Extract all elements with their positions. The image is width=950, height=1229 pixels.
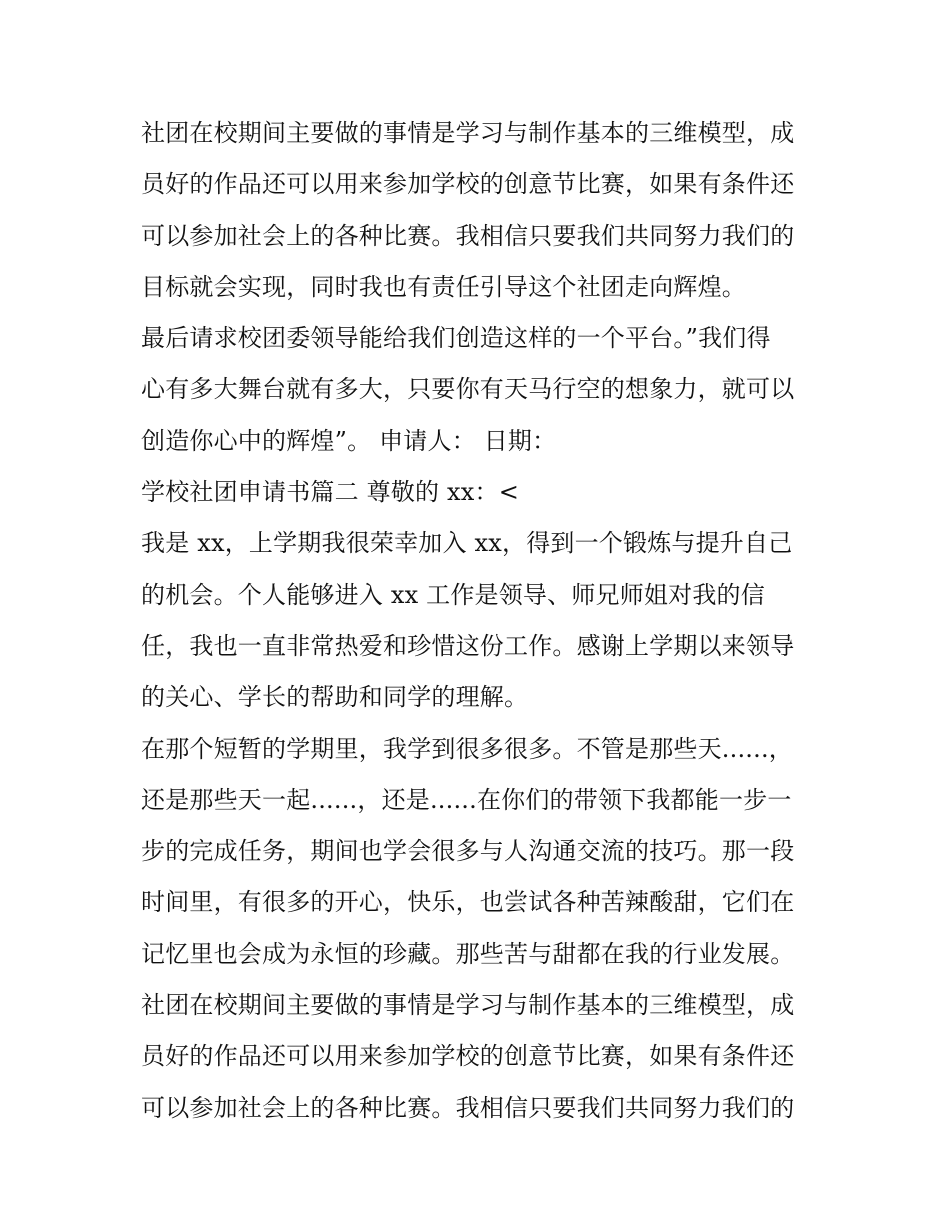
section-heading-line: 学校社团申请书篇二 尊敬的 xx：< [141, 478, 520, 507]
text-line: 最后请求校团委领导能给我们创造这样的一个平台。”我们得 [141, 324, 771, 353]
text-line: 可以参加社会上的各种比赛。我相信只要我们共同努力我们的 [141, 221, 795, 250]
text-line: 的关心、学长的帮助和同学的理解。 [141, 683, 529, 712]
text-line: 记忆里也会成为永恒的珍藏。那些苦与甜都在我的行业发展。 [141, 939, 795, 968]
text-line: 创造你心中的辉煌”。 申请人： 日期： [141, 426, 557, 455]
text-line: 可以参加社会上的各种比赛。我相信只要我们共同努力我们的 [141, 1093, 795, 1122]
text-line: 时间里，有很多的开心，快乐，也尝试各种苦辣酸甜，它们在 [141, 888, 795, 917]
text-line: 心有多大舞台就有多大，只要你有天马行空的想象力，就可以 [141, 375, 795, 404]
text-line: 员好的作品还可以用来参加学校的创意节比赛，如果有条件还 [141, 1042, 795, 1071]
text-line: 任，我也一直非常热爱和珍惜这份工作。感谢上学期以来领导 [141, 631, 795, 660]
text-line: 我是 xx，上学期我很荣幸加入 xx，得到一个锻炼与提升自己 [141, 529, 793, 558]
text-line: 社团在校期间主要做的事情是学习与制作基本的三维模型，成 [141, 991, 795, 1020]
text-line: 在那个短暂的学期里，我学到很多很多。不管是那些天......， [141, 734, 793, 763]
document-body [141, 108, 821, 1134]
text-line: 目标就会实现，同时我也有责任引导这个社团走向辉煌。 [141, 272, 746, 301]
text-line: 步的完成任务，期间也学会很多与人沟通交流的技巧。那一段 [141, 837, 795, 866]
text-line: 还是那些天一起......，还是......在你们的带领下我都能一步一 [141, 785, 792, 814]
text-line: 社团在校期间主要做的事情是学习与制作基本的三维模型，成 [141, 119, 795, 147]
text-line: 的机会。个人能够进入 xx 工作是领导、师兄师姐对我的信 [141, 580, 765, 609]
text-line: 员好的作品还可以用来参加学校的创意节比赛，如果有条件还 [141, 170, 795, 199]
